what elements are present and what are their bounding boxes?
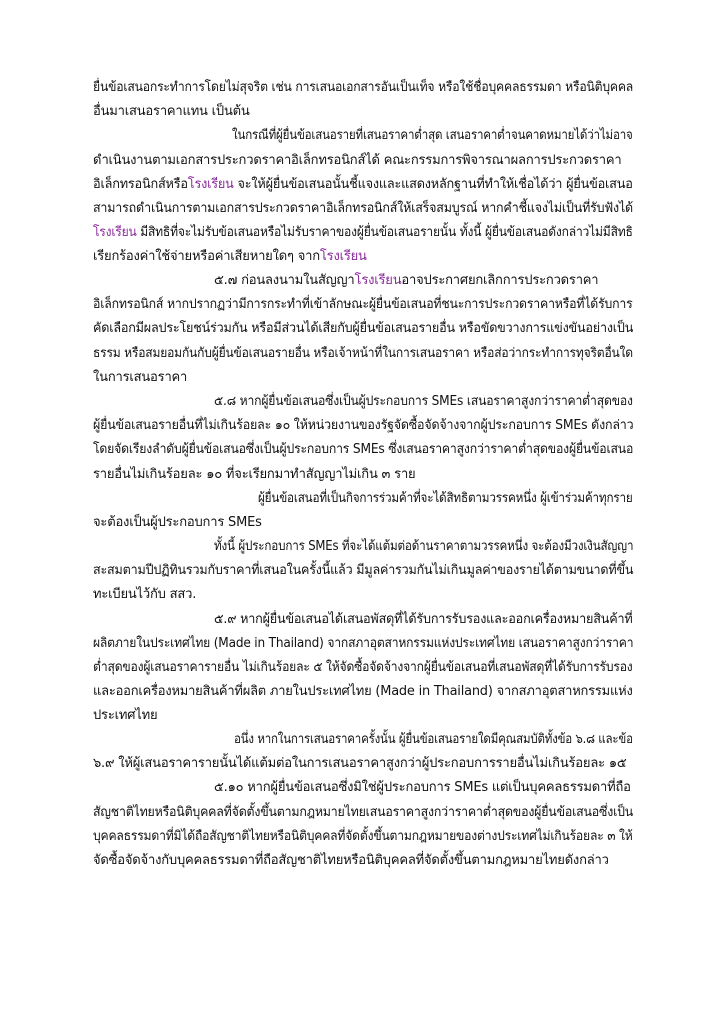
text-segment: ธรรม หรือสมยอมกันกับผู้ยื่นข้อเสนอรายอื่น หรือเจ้าหน้าที่ในการเสนอราคา หรือส่อว่ากระทำการทุจริตอื่นใด <box>93 346 633 361</box>
text-line <box>93 466 415 484</box>
text-line <box>93 103 250 121</box>
text-segment: โดยจัดเรียงลำดับผู้ยื่นข้อเสนอซึ่งเป็นผู้ประกอบการ SMEs ซึ่งเสนอราคาสูงกว่าราคาต่ำสุดของผู้ยื่นข้อเสนอ <box>93 442 634 457</box>
text-segment: รายอื่นไม่เกินร้อยละ ๑๐ ที่จะเรียกมาทำสัญญาไม่เกิน ๓ ราย <box>93 467 416 482</box>
text-segment: ดำเนินงานตามเอกสารประกวดราคาอิเล็กทรอนิกส์ได้ คณะกรรมการพิจารณาผลการประกวดราคา <box>93 153 622 168</box>
text-line <box>93 152 621 170</box>
text-segment: ในกรณีที่ผู้ยื่นข้อเสนอรายที่เสนอราคาต่ำสุด เสนอราคาต่ำจนคาดหมายได้ว่าไม่อาจ <box>232 128 633 143</box>
text-segment: อิเล็กทรอนิกส์หรือ <box>93 177 188 192</box>
text-segment: ผู้ยื่นข้อเสนอที่เป็นกิจการร่วมค้าที่จะได้สิทธิตามวรรคหนึ่ง ผู้เข้าร่วมค้าทุกราย <box>258 491 633 506</box>
text-line <box>93 804 633 822</box>
text-segment: และออกเครื่องหมายสินค้าที่ผลิต ภายในประเทศไทย (Made in Thailand) จากสภาอุตสาหกรรมแห่ง <box>93 684 633 699</box>
text-segment: บุคคลธรรมดาที่มิได้ถือสัญชาติไทยหรือนิติบุคคลที่จัดตั้งขึ้นตามกฎหมายของต่างประเทศไม่เกินร้อยละ ๓ ให้ <box>93 829 633 844</box>
text-segment: ๖.๙ ให้ผู้เสนอราคารายนั้นได้แต้มต่อในการเสนอราคาสูงกว่าผู้ประกอบการรายอื่นไม่เกินร้อยละ ๑๕ <box>93 756 627 771</box>
text-segment: จะให้ผู้ยื่นข้อเสนอนั้นชี้แจงและแสดงหลักฐานที่ทำให้เชื่อได้ว่า ผู้ยื่นข้อเสนอ <box>233 177 633 192</box>
highlighted-term: โรงเรียน <box>93 225 137 240</box>
text-segment: สัญชาติไทยหรือนิติบุคคลที่จัดตั้งขึ้นตามกฎหมายไทยเสนอราคาสูงกว่าราคาต่ำสุดของผู้ยื่นข้อเสนอซึ่งเป็น <box>93 805 634 820</box>
text-line <box>234 731 633 749</box>
text-segment: ยื่นข้อเสนอกระทำการโดยไม่สุจริต เช่น การเสนอเอกสารอันเป็นเท็จ หรือใช้ชื่อบุคคลธรรมดา หรือนิติบุคคล <box>93 80 634 95</box>
text-line <box>93 417 633 435</box>
text-segment: ๕.๗ ก่อนลงนามในสัญญา <box>214 273 355 288</box>
text-line <box>93 659 633 677</box>
text-line <box>93 707 157 725</box>
text-segment: คัดเลือกมีผลประโยชน์ร่วมกัน หรือมีส่วนได้เสียกับผู้ยื่นข้อเสนอรายอื่น หรือขัดขวางการแข่งขันอย่างเป็น <box>93 321 634 336</box>
text-line <box>93 79 633 97</box>
text-line <box>214 538 633 556</box>
text-segment: สะสมตามปีปฏิทินรวมกับราคาที่เสนอในครั้งนี้แล้ว มีมูลค่ารวมกันไม่เกินมูลค่าของรายได้ตามขนาดที่ขึ้น <box>93 563 634 578</box>
text-segment: อนึ่ง หากในการเสนอราคาครั้งนั้น ผู้ยื่นข้อเสนอรายใดมีคุณสมบัติทั้งข้อ ๖.๘ และข้อ <box>234 732 633 747</box>
text-line <box>214 611 633 629</box>
text-line <box>214 272 598 290</box>
text-segment: ผู้ยื่นข้อเสนอรายอื่นที่ไม่เกินร้อยละ ๑๐ ให้หน่วยงานของรัฐจัดซื้อจัดจ้างจากผู้ประกอบการ SMEs ดังกล่าว <box>93 418 634 433</box>
text-segment: ทั้งนี้ ผู้ประกอบการ SMEs ที่จะได้แต้มต่อด้านราคาตามวรรคหนึ่ง จะต้องมีวงเงินสัญญา <box>214 539 634 554</box>
highlighted-term: โรงเรียน <box>354 273 402 288</box>
text-segment: สามารถดำเนินการตามเอกสารประกวดราคาอิเล็กทรอนิกส์ให้เสร็จสมบูรณ์ หากคำชี้แจงไม่เป็นที่รับฟังได้ <box>93 201 633 216</box>
text-segment: เรียกร้องค่าใช้จ่ายหรือค่าเสียหายใดๆ จาก <box>93 249 320 264</box>
text-segment: มีสิทธิที่จะไม่รับข้อเสนอหรือไม่รับราคาของผู้ยื่นข้อเสนอรายนั้น ทั้งนี้ ผู้ยื่นข้อเสนอดังกล่าวไม่มีสิทธิ <box>136 225 633 240</box>
text-segment: อาจประกาศยกเลิกการประกวดราคา <box>401 273 599 288</box>
text-line <box>93 369 187 387</box>
text-segment: ผลิตภายในประเทศไทย (Made in Thailand) จากสภาอุตสาหกรรมแห่งประเทศไทย เสนอราคาสูงกว่าราคา <box>93 636 634 651</box>
text-line <box>93 852 609 870</box>
text-segment: อื่นมาเสนอราคาแทน เป็นต้น <box>93 104 250 119</box>
text-line <box>93 345 633 363</box>
text-line <box>93 200 633 218</box>
text-line <box>214 779 631 797</box>
text-line <box>93 224 633 242</box>
text-line <box>93 514 262 532</box>
highlighted-term: โรงเรียน <box>319 249 367 264</box>
text-line <box>93 635 633 653</box>
text-line <box>93 683 633 701</box>
text-segment: ๕.๙ หากผู้ยื่นข้อเสนอได้เสนอพัสดุที่ได้รับการรับรองและออกเครื่องหมายสินค้าที่ <box>214 612 633 627</box>
text-line <box>214 393 633 411</box>
text-line <box>232 127 633 145</box>
text-segment: ๕.๑๐ หากผู้ยื่นข้อเสนอซึ่งมิใช่ผู้ประกอบการ SMEs แต่เป็นบุคคลธรรมดาที่ถือ <box>214 780 631 795</box>
text-segment: อิเล็กทรอนิกส์ หากปรากฏว่ามีการกระทำที่เข้าลักษณะผู้ยื่นข้อเสนอที่ชนะการประกวดราคาหรือที่ได้รับการ <box>93 297 633 312</box>
text-line <box>93 586 196 604</box>
text-line <box>93 562 633 580</box>
text-segment: ๕.๘ หากผู้ยื่นข้อเสนอซึ่งเป็นผู้ประกอบการ SMEs เสนอราคาสูงกว่าราคาต่ำสุดของ <box>214 394 633 409</box>
highlighted-term: โรงเรียน <box>187 177 234 192</box>
text-line <box>93 755 627 773</box>
text-line <box>93 320 633 338</box>
text-line <box>93 296 633 314</box>
text-segment: ทะเบียนไว้กับ สสว. <box>93 587 197 602</box>
text-segment: จะต้องเป็นผู้ประกอบการ SMEs <box>93 515 262 530</box>
text-line <box>93 248 367 266</box>
text-segment: ในการเสนอราคา <box>93 370 188 385</box>
text-line <box>93 441 633 459</box>
text-line <box>93 176 633 194</box>
text-line <box>93 828 633 846</box>
text-line <box>258 490 633 508</box>
text-segment: จัดซื้อจัดจ้างกับบุคคลธรรมดาที่ถือสัญชาติไทยหรือนิติบุคคลที่จัดตั้งขึ้นตามกฎหมายไทยดังกล่าว <box>93 853 609 868</box>
text-segment: ต่ำสุดของผู้เสนอราคารายอื่น ไม่เกินร้อยละ ๕ ให้จัดซื้อจัดจ้างจากผู้ยื่นข้อเสนอที่เสนอพัสดุที่ได้รับการรับรอง <box>93 660 633 675</box>
text-segment: ประเทศไทย <box>93 708 158 723</box>
